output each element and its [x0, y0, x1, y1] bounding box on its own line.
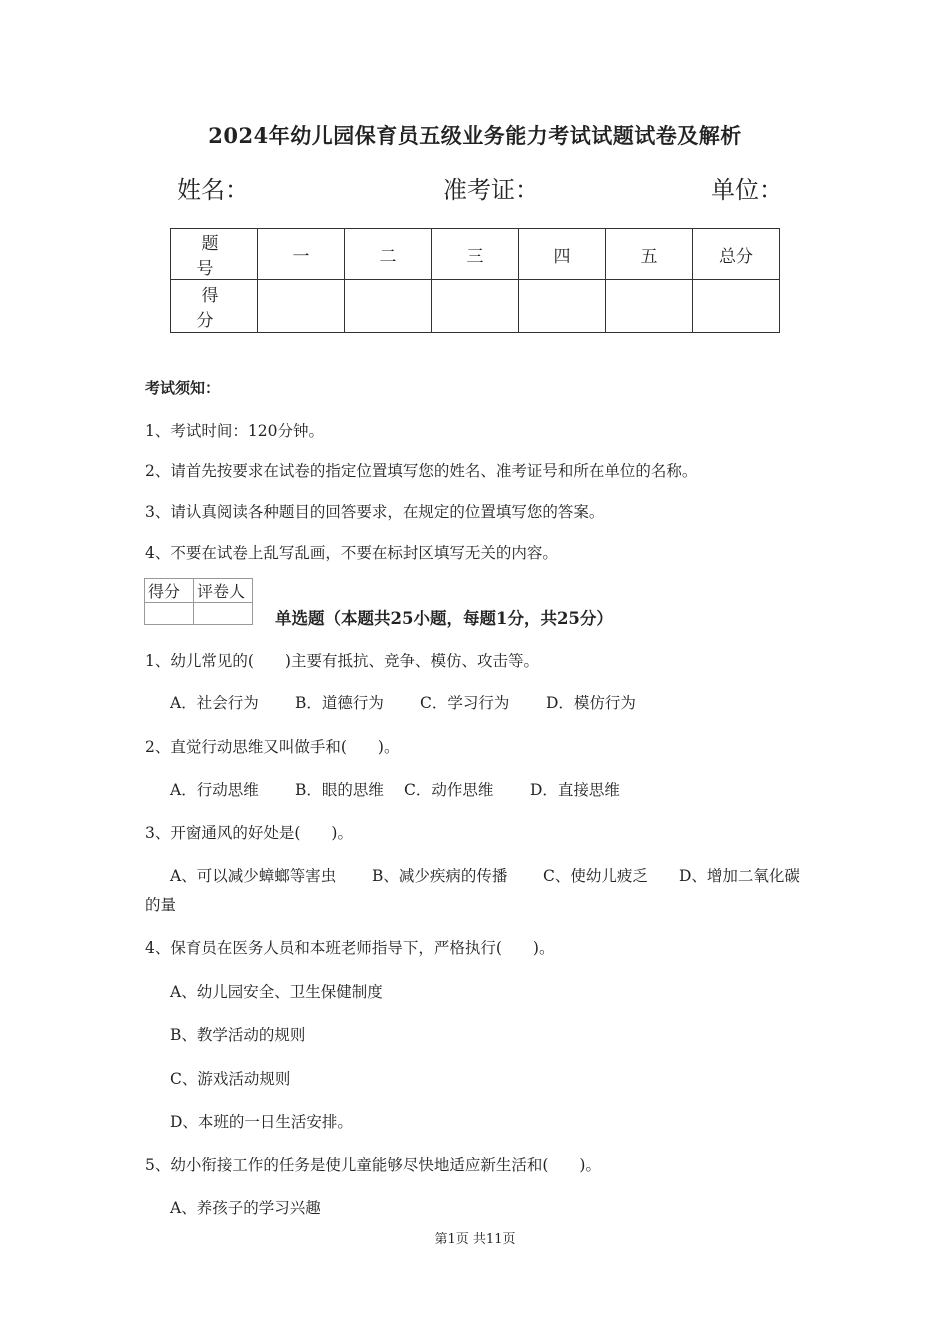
question-stem: 5、幼小衔接工作的任务是使儿童能够尽快地适应新生活和( )。	[145, 1156, 601, 1174]
score-cell	[432, 280, 519, 333]
question-option: C、游戏活动规则	[170, 1070, 291, 1088]
notice-item: 2、请首先按要求在试卷的指定位置填写您的姓名、准考证号和所在单位的名称。	[145, 462, 698, 480]
score-cell	[519, 280, 606, 333]
question-option: D、增加二氧化碳	[679, 867, 800, 885]
name-field-label: 姓名：	[177, 176, 249, 204]
grader-box	[144, 578, 253, 625]
exam-id-field-label: 准考证：	[443, 176, 539, 204]
score-table-header: 四	[519, 229, 606, 280]
question-option: B、减少疾病的传播	[372, 867, 508, 885]
notice-item: 3、请认真阅读各种题目的回答要求，在规定的位置填写您的答案。	[145, 503, 605, 521]
score-cell	[345, 280, 432, 333]
notice-item: 4、不要在试卷上乱写乱画，不要在标封区填写无关的内容。	[145, 544, 558, 562]
candidate-info	[177, 170, 783, 204]
score-table-header: 三	[432, 229, 519, 280]
question-option: B．眼的思维	[295, 781, 384, 799]
score-table-header: 题 号	[171, 229, 258, 280]
unit-field-label: 单位：	[711, 176, 783, 204]
score-row-label: 得 分	[171, 280, 258, 333]
question-option: D．模仿行为	[546, 694, 636, 712]
question-option: A、可以减少蟑螂等害虫	[170, 867, 337, 885]
question-option: D．直接思维	[530, 781, 620, 799]
question-stem: 1、幼儿常见的( )主要有抵抗、竞争、模仿、攻击等。	[145, 652, 539, 670]
question-option-continuation: 的量	[145, 896, 177, 914]
question-stem: 2、直觉行动思维又叫做手和( )。	[145, 738, 400, 756]
question-option: C、使幼儿疲乏	[543, 867, 648, 885]
question-option: A．行动思维	[170, 781, 259, 799]
grader-score-label: 得分	[145, 579, 194, 603]
score-table-header: 一	[258, 229, 345, 280]
score-cell	[693, 280, 780, 333]
question-option: C．学习行为	[420, 694, 510, 712]
score-table	[170, 228, 780, 333]
page-title: 2024年幼儿园保育员五级业务能力考试试题试卷及解析	[208, 123, 742, 148]
question-option: C．动作思维	[404, 781, 494, 799]
grader-score-cell	[145, 603, 194, 625]
grader-reviewer-label: 评卷人	[194, 579, 253, 603]
score-table-header: 总分	[693, 229, 780, 280]
question-stem: 4、保育员在医务人员和本班老师指导下，严格执行( )。	[145, 939, 555, 957]
page-footer: 第1页 共11页	[434, 1232, 516, 1247]
score-table-score-row	[171, 280, 780, 333]
question-stem: 3、开窗通风的好处是( )。	[145, 824, 353, 842]
score-table-header: 五	[606, 229, 693, 280]
notice-heading: 考试须知：	[145, 379, 221, 397]
question-option: A、养孩子的学习兴趣	[170, 1199, 321, 1217]
question-option: B．道德行为	[295, 694, 384, 712]
question-option: A．社会行为	[170, 694, 259, 712]
score-table-header: 二	[345, 229, 432, 280]
question-option: A、幼儿园安全、卫生保健制度	[170, 983, 383, 1001]
score-cell	[606, 280, 693, 333]
section-title: 单选题（本题共25小题，每题1分，共25分）	[275, 609, 613, 628]
grader-reviewer-cell	[194, 603, 253, 625]
notice-item: 1、考试时间：120分钟。	[145, 422, 324, 440]
question-option: B、教学活动的规则	[170, 1026, 306, 1044]
question-option: D、本班的一日生活安排。	[170, 1113, 353, 1131]
score-table-header-row	[171, 229, 780, 280]
